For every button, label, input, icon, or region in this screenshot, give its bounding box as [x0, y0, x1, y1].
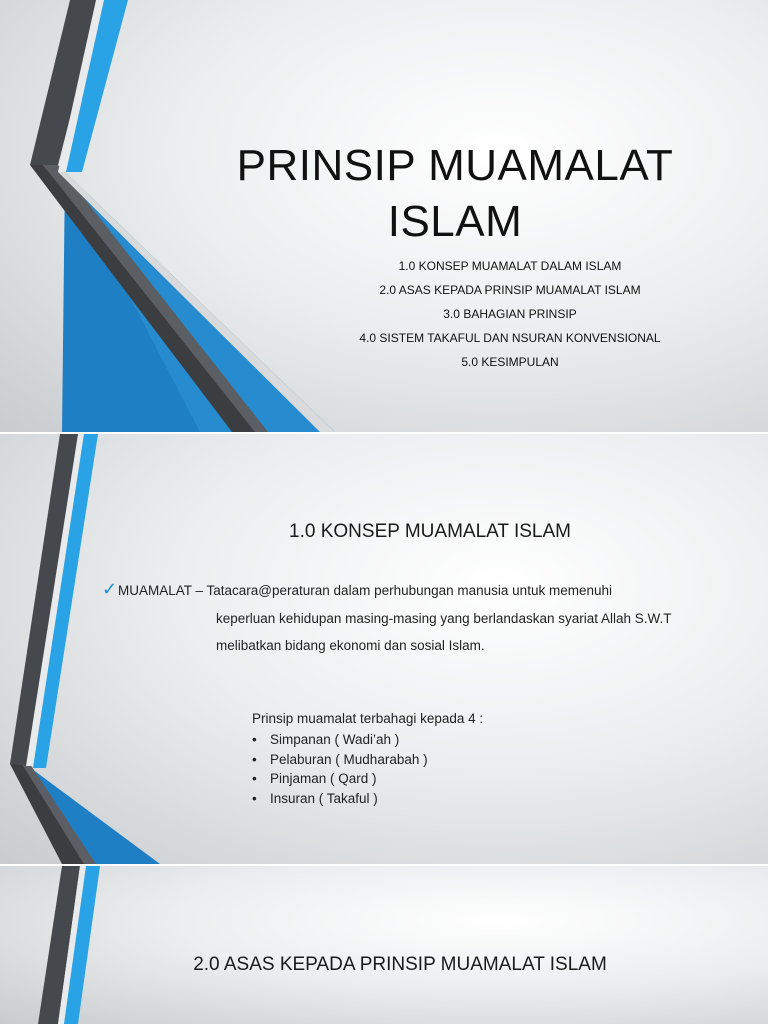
- list-item: [252, 769, 428, 789]
- slide-3: [0, 866, 768, 1024]
- list-item: [252, 789, 428, 809]
- slide-decoration: [0, 866, 768, 1024]
- section-title: 1.0 KONSEP MUAMALAT ISLAM: [289, 521, 571, 542]
- slide-2: [0, 434, 768, 864]
- list-item-label: Pelaburan ( Mudharabah ): [270, 751, 428, 767]
- bullet-icon: •: [252, 771, 257, 786]
- title-line-2: ISLAM: [387, 197, 523, 246]
- definition-line: MUAMALAT – Tatacara@peraturan dalam perhubungan manusia untuk memenuhi: [118, 583, 612, 598]
- definition-line: melibatkan bidang ekonomi dan sosial Islam.: [216, 638, 485, 653]
- slide-1: [0, 0, 768, 432]
- principles-intro: Prinsip muamalat terbahagi kepada 4 :: [252, 711, 484, 726]
- toc-item: 2.0 ASAS KEPADA PRINSIP MUAMALAT ISLAM: [379, 283, 641, 297]
- list-item: [252, 730, 428, 750]
- presentation-title: [150, 138, 760, 250]
- list-item: [252, 750, 428, 770]
- section-title: 2.0 ASAS KEPADA PRINSIP MUAMALAT ISLAM: [193, 954, 607, 975]
- list-item-label: Simpanan ( Wadi’ah ): [270, 732, 400, 747]
- bullet-icon: •: [252, 732, 257, 747]
- bullet-icon: •: [252, 790, 257, 806]
- toc-item: 4.0 SISTEM TAKAFUL DAN NSURAN KONVENSIONAL: [359, 331, 661, 345]
- list-item-label: Insuran ( Takaful ): [270, 790, 378, 806]
- checkmark-icon: ✓: [102, 579, 118, 599]
- principles-list: [252, 730, 428, 808]
- table-of-contents: [260, 257, 760, 377]
- title-line-1: PRINSIP MUAMALAT: [236, 141, 674, 190]
- toc-item: 5.0 KESIMPULAN: [461, 355, 559, 369]
- definition-line: keperluan kehidupan masing-masing yang berlandaskan syariat Allah S.W.T: [216, 611, 672, 626]
- toc-item: 1.0 KONSEP MUAMALAT DALAM ISLAM: [398, 259, 622, 273]
- toc-item: 3.0 BAHAGIAN PRINSIP: [443, 307, 577, 321]
- list-item-label: Pinjaman ( Qard ): [270, 771, 377, 786]
- bullet-icon: •: [252, 751, 257, 767]
